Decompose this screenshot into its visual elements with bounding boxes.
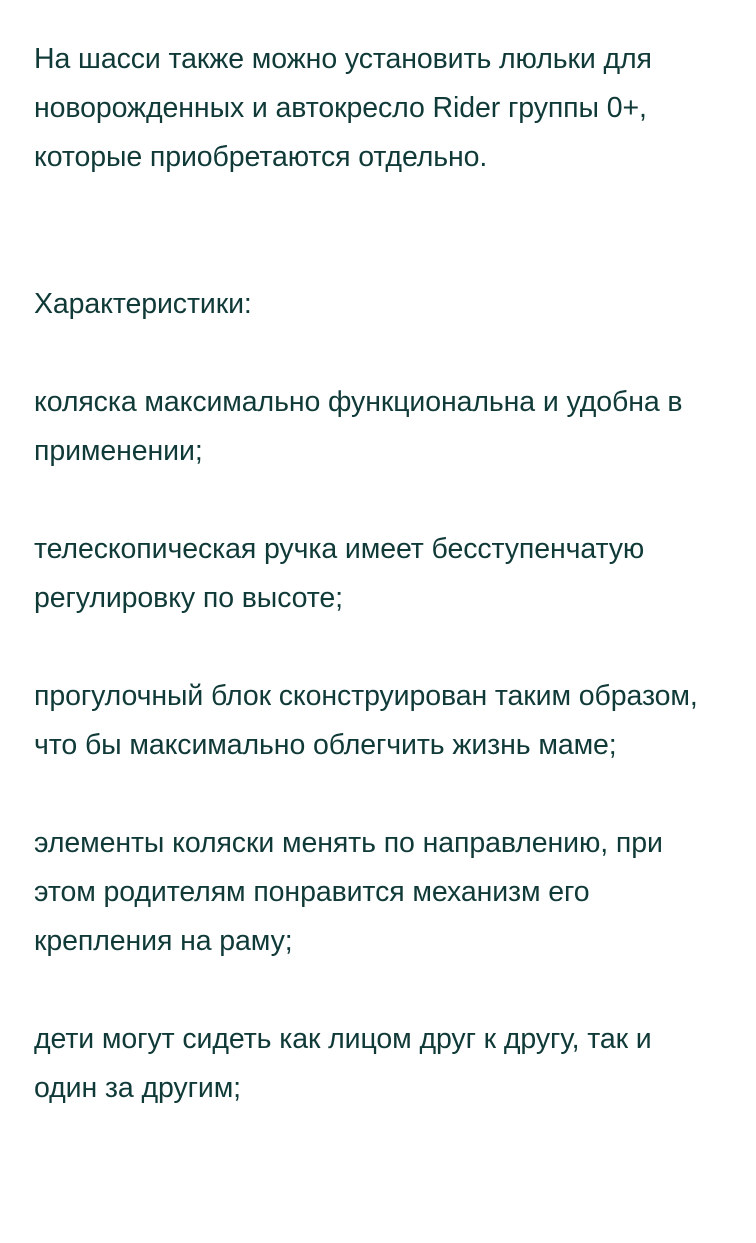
spec-item: элементы коляски менять по направлению, при этом родителям понравится механизм его крепления на раму; [34,827,663,957]
specs-heading: Характеристики: [34,288,252,320]
spec-item: прогулочный блок сконструирован таким образом, что бы максимально облегчить жизнь маме; [34,680,698,761]
spec-item: коляска максимально функциональна и удобна в применении; [34,386,683,467]
spec-item: дети могут сидеть как лицом друг к другу, так и один за другим; [34,1023,652,1104]
spec-item: телескопическая ручка имеет бесступенчатую регулировку по высоте; [34,533,645,614]
intro-paragraph: На шасси также можно установить люльки для новорожденных и автокресло Rider группы 0+, которые приобретаются отдельно. [34,43,652,173]
specs-list [34,378,722,1113]
